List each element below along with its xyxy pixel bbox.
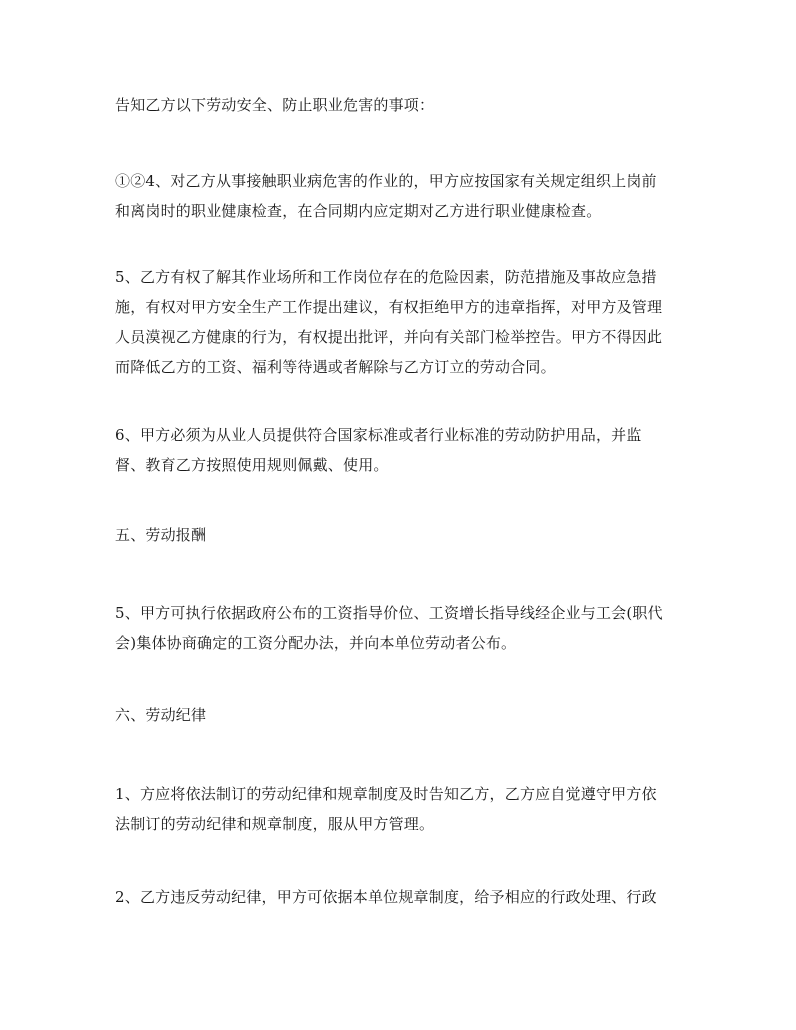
text-line: 告知乙方以下劳动安全、防止职业危害的事项： bbox=[115, 96, 435, 114]
text-line: 人员漠视乙方健康的行为，有权提出批评，并向有关部门检举控告。甲方不得因此 bbox=[115, 328, 663, 346]
paragraph-clause-5-rights bbox=[115, 262, 689, 382]
text-line: 法制订的劳动纪律和规章制度，服从甲方管理。 bbox=[115, 815, 435, 833]
paragraph-discipline-clause-2 bbox=[115, 882, 689, 912]
paragraph-discipline-clause-1 bbox=[115, 779, 689, 839]
text-line: 会)集体协商确定的工资分配办法，并向本单位劳动者公布。 bbox=[115, 634, 517, 652]
text-line: 六、劳动纪律 bbox=[115, 706, 207, 724]
section-heading-labor-discipline bbox=[115, 700, 689, 730]
text-line: 5、甲方可执行依据政府公布的工资指导价位、工资增长指导线经企业与工会(职代 bbox=[115, 604, 663, 622]
text-line: 五、劳动报酬 bbox=[115, 526, 207, 544]
text-line: 2、乙方违反劳动纪律，甲方可依据本单位规章制度，给予相应的行政处理、行政 bbox=[115, 888, 657, 906]
text-line: 6、甲方必须为从业人员提供符合国家标准或者行业标准的劳动防护用品，并监 bbox=[115, 426, 642, 444]
paragraph-clause-6-protective-equipment bbox=[115, 420, 689, 480]
text-line: 5、乙方有权了解其作业场所和工作岗位存在的危险因素，防范措施及事故应急措 bbox=[115, 268, 657, 286]
text-line: 和离岗时的职业健康检查，在合同期内应定期对乙方进行职业健康检查。 bbox=[115, 202, 602, 220]
paragraph-clause-4-health-check bbox=[115, 166, 689, 226]
text-line: 施，有权对甲方安全生产工作提出建议，有权拒绝甲方的违章指挥，对甲方及管理 bbox=[115, 298, 663, 316]
text-line: 督、教育乙方按照使用规则佩戴、使用。 bbox=[115, 456, 389, 474]
text-line: 1、方应将依法制订的劳动纪律和规章制度及时告知乙方，乙方应自觉遵守甲方依 bbox=[115, 785, 657, 803]
text-line: 而降低乙方的工资、福利等待遇或者解除与乙方订立的劳动合同。 bbox=[115, 358, 556, 376]
section-heading-labor-remuneration bbox=[115, 520, 689, 550]
text-line: ①②4、对乙方从事接触职业病危害的作业的，甲方应按国家有关规定组织上岗前 bbox=[115, 172, 657, 190]
paragraph-safety-notice-intro bbox=[115, 90, 689, 120]
paragraph-remuneration-clause-5 bbox=[115, 598, 689, 658]
